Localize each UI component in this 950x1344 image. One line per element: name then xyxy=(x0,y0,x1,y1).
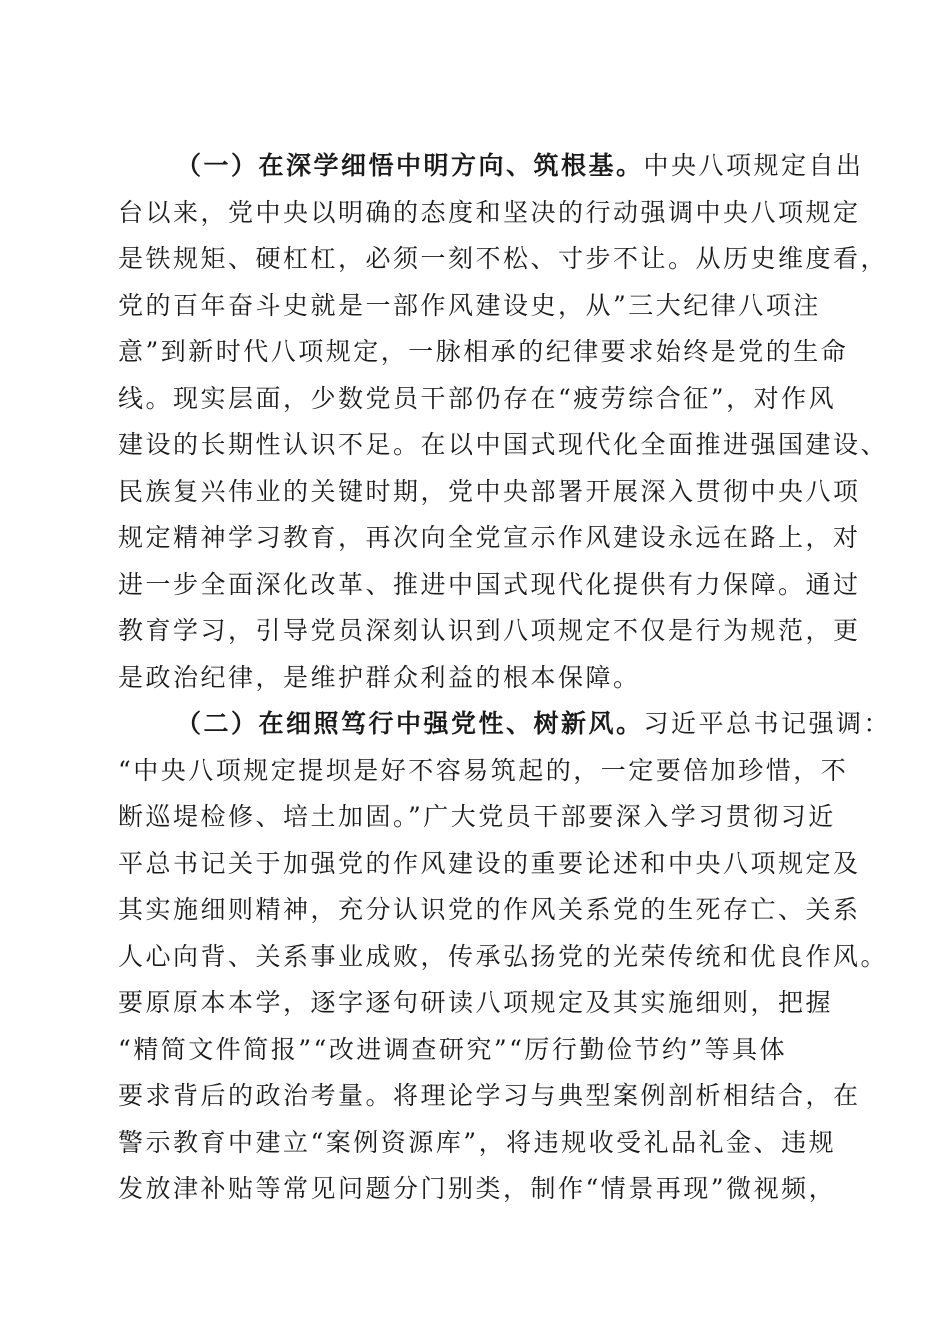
paragraph-2-first-line-text: 习近平总书记强调： xyxy=(643,709,892,738)
paragraph-1-line: 民族复兴伟业的关键时期，党中央部署开展深入贯彻中央八项 xyxy=(118,476,861,506)
paragraph-1-line: 是铁规矩、硬杠杠，必须一刻不松、寸步不让。从历史维度看， xyxy=(118,244,889,273)
paragraph-1-line: 是政治纪律，是维护群众利益的根本保障。 xyxy=(118,662,641,692)
paragraph-2-line-1 xyxy=(118,701,892,748)
paragraph-1-line: 意”到新时代八项规定，一脉相承的纪律要求始终是党的生命 xyxy=(118,337,849,366)
paragraph-2-line: 警示教育中建立“案例资源库”，将违规收受礼品礼金、违规 xyxy=(118,1127,837,1157)
paragraph-2-line: 其实施细则精神，充分认识党的作风关系党的生死存亡、关系 xyxy=(118,895,861,924)
paragraph-2-line: 要求背后的政治考量。将理论学习与典型案例剖析相结合，在 xyxy=(118,1081,861,1110)
paragraph-2-line: “精简文件简报”“改进调查研究”“厉行勤俭节约”等具体 xyxy=(118,1034,788,1064)
paragraph-1-line: 规定精神学习教育，再次向全党宣示作风建设永远在路上，对 xyxy=(118,523,861,552)
paragraph-2-line: 发放津补贴等常见问题分门别类，制作“情景再现”微视频， xyxy=(118,1174,837,1203)
paragraph-1-first-line-text: 中央八项规定自出 xyxy=(643,151,864,180)
paragraph-1-heading: （一）在深学细悟中明方向、筑根基。 xyxy=(176,151,644,180)
paragraph-1-line: 线。现实层面，少数党员干部仍存在“疲劳综合征”，对作风 xyxy=(118,383,837,413)
paragraph-2-heading: （二）在细照笃行中强党性、树新风。 xyxy=(176,709,644,738)
paragraph-1-line-1 xyxy=(118,143,864,190)
paragraph-2-line: 平总书记关于加强党的作风建设的重要论述和中央八项规定及 xyxy=(118,848,861,878)
paragraph-2-line: 断巡堤检修、培土加固。”广大党员干部要深入学习贯彻习近 xyxy=(118,802,836,831)
document-body xyxy=(118,143,892,1213)
paragraph-2-line: 要原原本本学，逐字逐句研读八项规定及其实施细则，把握 xyxy=(118,988,834,1017)
paragraph-1-line: 建设的长期性认识不足。在以中国式现代化全面推进强国建设、 xyxy=(118,430,889,459)
paragraph-1-line: 教育学习，引导党员深刻认识到八项规定不仅是行为规范，更 xyxy=(118,616,861,645)
paragraph-2-line: “中央八项规定提坝是好不容易筑起的，一定要倍加珍惜，不 xyxy=(118,755,849,785)
paragraph-1-line: 党的百年奋斗史就是一部作风建设史，从”三大纪律八项注 xyxy=(118,290,821,320)
paragraph-2-line: 人心向背、关系事业成败，传承弘扬党的光荣传统和优良作风。 xyxy=(118,941,889,971)
paragraph-1-line: 台以来，党中央以明确的态度和坚决的行动强调中央八项规定 xyxy=(118,197,861,227)
paragraph-1-line: 进一步全面深化改革、推进中国式现代化提供有力保障。通过 xyxy=(118,569,861,599)
